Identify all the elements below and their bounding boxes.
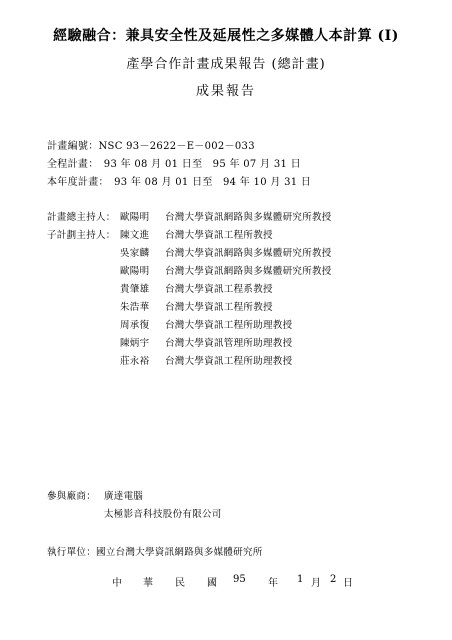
personnel-affiliation: 台灣大學資訊工程所助理教授 [165, 356, 293, 367]
personnel-role: 計畫總主持人： [47, 212, 116, 223]
personnel-role: 子計劃主持人： [47, 230, 116, 241]
date-part: 月 [311, 578, 321, 589]
personnel-affiliation: 台灣大學資訊工程系教授 [165, 284, 273, 295]
personnel-name: 朱浩華 [120, 302, 150, 313]
personnel-row [47, 299, 273, 313]
personnel-row [47, 317, 292, 331]
date-part: 日 [343, 578, 353, 589]
date-part: 華 [143, 578, 153, 589]
personnel-name: 周承復 [120, 320, 150, 331]
partners-row [47, 488, 143, 502]
date-part: 年 [268, 578, 278, 589]
executing-unit: 執行單位：國立台灣大學資訊網路與多媒體研究所 [47, 547, 263, 558]
partner-name: 廣達電腦 [104, 491, 144, 502]
personnel-name: 陳文進 [120, 230, 150, 241]
date-part: 民 [175, 578, 185, 589]
personnel-row [47, 353, 292, 367]
personnel-row [47, 335, 292, 349]
partner-name: 太極影音科技股份有限公司 [104, 509, 222, 520]
year-period: 本年度計畫： 93 年 08 月 01 日至 94 年 10 月 31 日 [47, 177, 312, 188]
date-part: 2 [330, 574, 337, 585]
personnel-row [47, 281, 273, 295]
personnel-name: 吳家麟 [120, 248, 150, 259]
date-part: 95 [233, 574, 246, 585]
date-part: 國 [207, 578, 217, 589]
personnel-name: 貴肇雄 [120, 284, 150, 295]
personnel-affiliation: 台灣大學資訊網路與多媒體研究所教授 [165, 248, 332, 259]
personnel-affiliation: 台灣大學資訊網路與多媒體研究所教授 [165, 266, 332, 277]
project-number: 計畫編號：NSC 93－2622－E－002－033 [47, 141, 255, 152]
personnel-name: 歐陽明 [120, 266, 150, 277]
personnel-row [47, 227, 273, 241]
partners-label: 參與廠商： [47, 491, 97, 502]
document-title: 經驗融合：兼具安全性及延展性之多媒體人本計算 (I) [53, 28, 399, 44]
personnel-affiliation: 台灣大學資訊工程所助理教授 [165, 320, 293, 331]
personnel-row [47, 245, 332, 259]
personnel-row [47, 263, 332, 277]
personnel-row [47, 209, 332, 223]
date-part: 中 [112, 578, 122, 589]
full-period: 全程計畫： 93 年 08 月 01 日至 95 年 07 月 31 日 [47, 159, 301, 170]
personnel-affiliation: 台灣大學資訊工程所教授 [165, 302, 273, 313]
personnel-name: 陳炳宇 [120, 338, 150, 349]
personnel-affiliation: 台灣大學資訊管理所助理教授 [165, 338, 293, 349]
date-part: 1 [297, 574, 304, 585]
personnel-affiliation: 台灣大學資訊網路與多媒體研究所教授 [165, 212, 332, 223]
report-label: 成果報告 [195, 84, 256, 99]
personnel-name: 歐陽明 [120, 212, 150, 223]
personnel-name: 莊永裕 [120, 356, 150, 367]
document-subtitle: 產學合作計畫成果報告 (總計畫) [126, 57, 326, 72]
personnel-affiliation: 台灣大學資訊工程所教授 [165, 230, 273, 241]
